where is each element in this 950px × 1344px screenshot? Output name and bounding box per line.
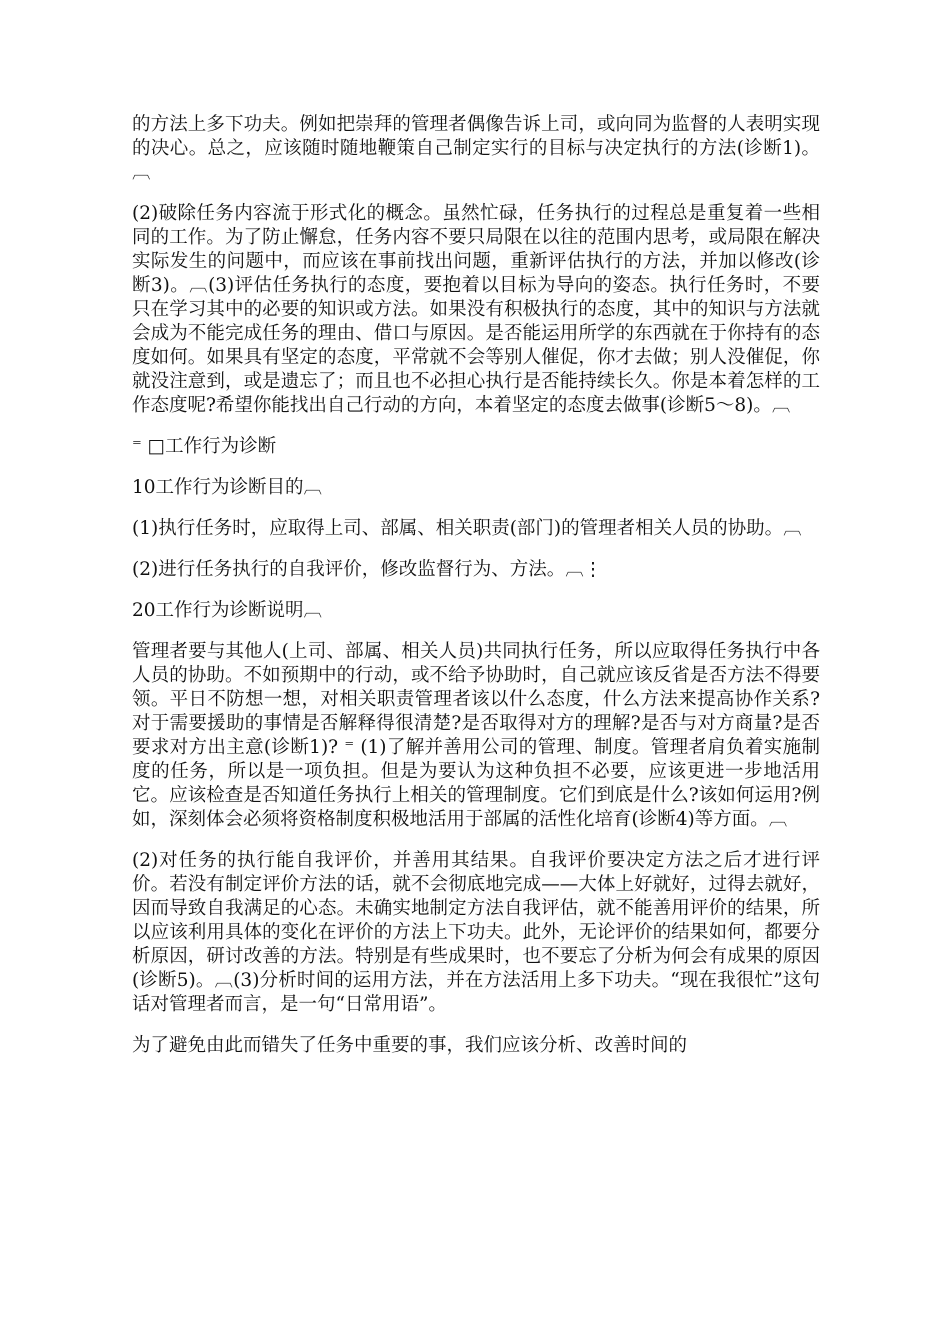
paragraph-2: (2)破除任务内容流于形式化的概念。虽然忙碌，任务执行的过程总是重复着一些相同的工作。为了防止懈怠，任务内容不要只局限在以往的范围内思考，或局限在解决实际发生的问题中，而应该在事前找出问题，重新评估执行的方法，并加以修改(诊断3)。︹(3)评估任务执行的态度，要抱着以目标为导向的姿态。执行任务时，不要只在学习其中的必要的知识或方法。如果没有积极执行的态度，其中的知识与方法就会成为不能完成任务的理由、借口与原因。是否能运用所学的东西就在于你持有的态度如何。如果具有坚定的态度，平常就不会等别人催促，你才去做；别人没催促，你就没注意到，或是遗忘了；而且也不必担心执行是否能持续长久。你是本着怎样的工作态度呢?希望你能找出自己行动的方向，本着坚定的态度去做事(诊断5～8)。︹ [132, 203, 820, 416]
section-heading: ⁼ □工作行为诊断 [132, 436, 277, 457]
paragraph-1: 的方法上多下功夫。例如把崇拜的管理者偶像告诉上司，或向同为监督的人表明实现的决心。总之，应该随时随地鞭策自己制定实行的目标与决定执行的方法(诊断1)。︹ [132, 114, 820, 183]
paragraph-explanation-1: 管理者要与其他人(上司、部属、相关人员)共同执行任务，所以应取得任务执行中各人员的协助。不如预期中的行动，或不给予协助时，自己就应该反省是否方法不得要领。平日不防想一想，对相关职责管理者该以什么态度，什么方法来提高协作关系?对于需要援助的事情是否解释得很清楚?是否取得对方的理解?是否与对方商量?是否要求对方出主意(诊断1)? ⁼ (1)了解并善用公司的管理、制度。管理者肩负着实施制度的任务，所以是一项负担。但是为要认为这种负担不必要，应该更进一步地活用它。应该检查是否知道任务执行上相关的管理制度。它们到底是什么?该如何运用?例如，深刻体会必须将资格制度积极地活用于部属的活性化培育(诊断4)等方面。︹ [132, 641, 820, 830]
subsection-heading-purpose: 10工作行为诊断目的︹ [132, 477, 323, 498]
paragraph-purpose-1: (1)执行任务时，应取得上司、部属、相关职责(部门)的管理者相关人员的协助。︹ [132, 518, 802, 539]
paragraph-purpose-2: (2)进行任务执行的自我评价，修改监督行为、方法。︹⋮ [132, 559, 603, 580]
paragraph-explanation-2: (2)对任务的执行能自我评价，并善用其结果。自我评价要决定方法之后才进行评价。若没有制定评价方法的话，就不会彻底地完成——大体上好就好，过得去就好，因而导致自我满足的心态。未确实地制定方法自我评估，就不能善用评价的结果，所以应该利用具体的变化在评价的方法上下功夫。此外，无论评价的结果如何，都要分析原因，研讨改善的方法。特别是有些成果时，也不要忘了分析为何会有成果的原因(诊断5)。︹(3)分析时间的运用方法，并在方法活用上多下功夫。“现在我很忙”这句话对管理者而言，是一句“日常用语”。 [132, 850, 820, 1015]
subsection-heading-explanation: 20工作行为诊断说明︹ [132, 600, 323, 621]
paragraph-last: 为了避免由此而错失了任务中重要的事，我们应该分析、改善时间的 [132, 1035, 688, 1056]
document-page [132, 113, 820, 1075]
